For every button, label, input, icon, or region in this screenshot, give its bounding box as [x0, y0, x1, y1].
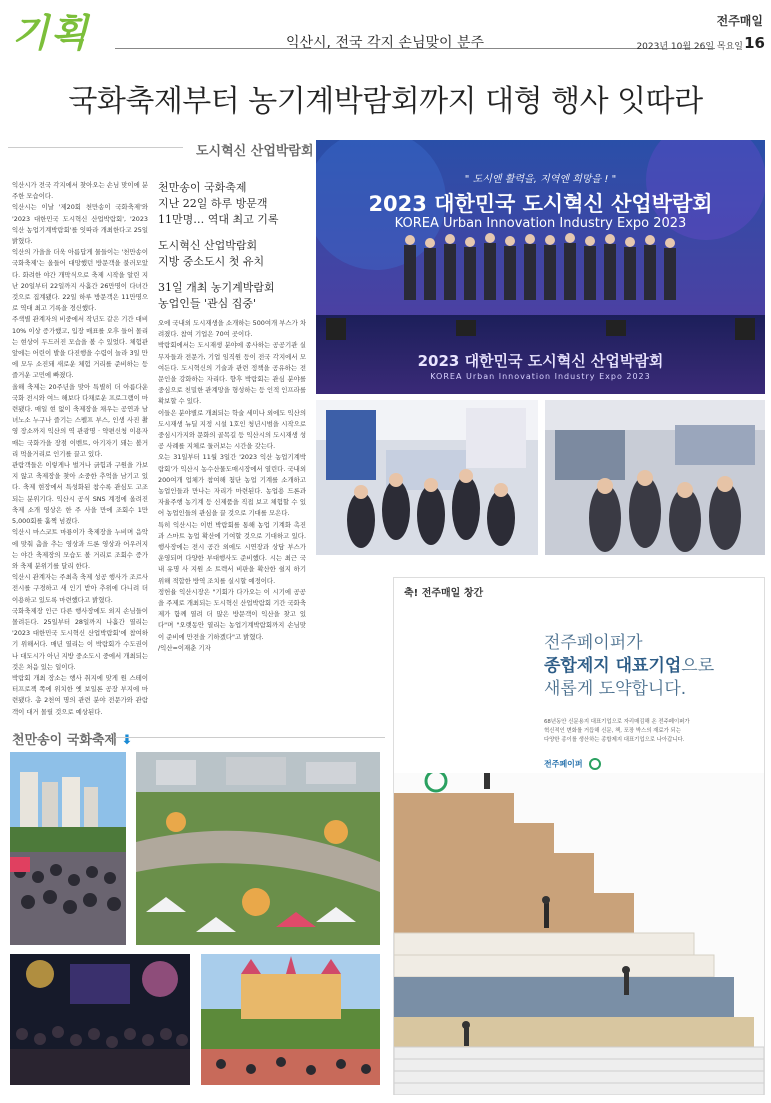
section-label-festival: [12, 729, 132, 748]
ad-brand: [544, 758, 601, 770]
section-divider: [115, 737, 385, 738]
festival-castle-illustration: [201, 954, 380, 1085]
festival-night-illustration: [10, 954, 190, 1085]
festival-night-photo: [10, 954, 190, 1085]
jeonju-paper-ad: [393, 577, 765, 1095]
festival-crowd-photo: [10, 752, 126, 945]
ad-line-1: 전주페이퍼가: [544, 633, 643, 653]
ad-line-2-rest: 으로: [681, 656, 715, 676]
section-divider: [8, 147, 183, 148]
ad-line-2: [544, 655, 714, 678]
section-label-text: 도시혁신 산업박람회: [196, 144, 314, 159]
brand-logo-icon: [589, 758, 601, 770]
expo-bottom-english: KOREA Urban Innovation Industry Expo 2023: [430, 372, 651, 381]
arrow-down-icon: ⬇: [121, 733, 133, 748]
section-label-text: 천만송이 국화축제: [12, 733, 117, 748]
section-label-expo: [196, 140, 329, 159]
page-number: 16: [744, 34, 765, 52]
ad-line-3: 새롭게 도약합니다.: [544, 679, 687, 699]
ad-headline: [544, 632, 714, 701]
issue-date: 2023년 10월 26일 목요일: [636, 42, 743, 52]
ad-line-2-strong: 종합제지 대표기업: [544, 656, 682, 676]
expo-bottom-title: 2023 대한민국 도시혁신 산업박람회: [417, 352, 664, 370]
expo-visitors-photo: [545, 400, 765, 555]
subhead-expo: 도시혁신 산업박람회 지방 중소도시 첫 유치: [158, 239, 265, 268]
expo-banner-title: 2023 대한민국 도시혁신 산업박람회: [368, 192, 713, 216]
article-column-1: 익산시가 전국 각지에서 찾아오는 손님 맞이에 분주한 모습이다. 익산시는 이날 '제20회 천만송이 국화축제'와 '2023 대한민국 도시혁신 산업박람회', '2023 익산 농업기계박람회'를 잇따라 개최한다고 25일 밝혔다. 익산의 가을을 더욱 아름답게 물들이는 '천만송이 국화축제'는 올들어 대망했던 방문객을 불러모았다. 화려한 야간 개막식으로 축제 시작을 알린 지난 20일부터 22일까지 사흘간 26만명이 다녀간 것으로 집계됐다. 22일 하루 방문객은 11만명으로 역대 최고 기록을 경신했다. 주색별 관계자의 비중에서 작년도 같은 기간 대비 10% 이상 증가했고, 입장 매표를 오후 들어 몰리는 현상이 두드러진 모습을 볼 수 있었다. 체험관 앞에는 어린이 발을 다진행을 수렴이 놀라 3일 만에 모두 소진돼 새로운 체험 거리를 준비하는 등 즐거운 고민에 빠졌다. 올해 축제는 20주년을 맞아 특별히 더 아름다운 국화 전시와 여느 해보다 다채로운 프로그램이 마련됐다. 매일 현 없이 축제장을 채우는 공연과 남녀노소 누구나 즐기는 스펠프 부스, 인생 사진 촬영 장소까지 익산의 역 관광명 · 약편신청 이용자 매는 국화가을 장점 이벤트, 아기자기 돼는 볼거리 먹을거리로 인기를 끌고 있다. 관람객들은 이렇게나 벌거나 긁힘과 구원을 가보지 않고 축제장을 찾아 소중한 추억을 남기고 있다. 축제 현장에서 특성화된 참수록 관심도 고조되는 분위기다. 익산시 공식 SNS 계정에 올려진 축제 소개 영상은 한 주 사을 만에 조회수 1만5,000회를 훌쩍 넘겼다. 익산시 마스코트 마룡이가 축제장을 누비며 음악에 맞춰 춤을 추는 영상과 드론 영상과 어우러지는 야간 축제장의 모습도 볼 거리로 조회수 증가와 축제 분위기를 달리 한다. 익산시 관계자는 주최측 축제 성공 행사가 조르사 전시를 구경하고 새 인기 받아 추위에 다니려 더 이용하고 있도록 마련했다고 밝혔다. 국화축제장 인근 다른 행사장에도 외지 손님들이 몰려든다. 25일부터 28일까지 나흘간 열리는 '2023 대한민국 도시혁신 산업박람회'에 참여하기 위해서다. 매년 열리는 이 박람회가 수도권이나 대도시가 아닌 지방 중소도시 중에서 개최되는 것은 처음 있는 일이다. 박람회 개최 장소는 행사 취지에 맞게 원 스테이터프로젝 쪽에 위치한 옛 보일론 공장 부지에 마련됐다. 총 2천여 명의 관련 분야 전문가와 관람객이 대거 몰릴 것으로 예상된다.: [12, 181, 148, 716]
page-section-title: 익산시, 전국 각지 손님맞이 분주: [285, 35, 485, 51]
subhead-agri-expo: 31일 개최 농기계박람회 농업인들 '관심 집중': [158, 281, 275, 310]
expo-slogan: " 도시엔 활력을, 지역엔 희망을 ! ": [464, 174, 617, 185]
expo-booth-illustration: [316, 400, 538, 555]
expo-banner-english: KOREA Urban Innovation Industry Expo 2023: [394, 216, 687, 231]
article-column-2: 오에 국내외 도시재생을 소개하는 500여개 부스가 차려졌다. 참여 기업은 70여 곳이다. 박람회에서는 도시재생 분야에 종사하는 공공기관 실무자들과 전문가, 기업 임직원 등이 전국 각지에서 모여든다. 도시혁신의 기술과 관련 정책을 공유하는 전문인을 강화하는 자리다. 향후 박람회는 관심 분야를 중심으로 친밀한 관계망을 형성하는 등 인적 인프라를 확보할 수 있다. 이들은 분야별로 개최되는 학술 세미나 외에도 익산의 도시재생 뉴딜 지정 시설 1호인 청년시범을 시작으로 중심시가지와 문화의 골목길 등 익산시의 도시재생 성공 사례를 지체로 둘러보는 시간을 갖는다. 오는 31일부터 11월 3일간 '2023 익산 농업기계박람회'가 익산시 농수산물도매시장에서 열린다. 국내외 200여개 업체가 참여해 첨단 농업 기계를 소개하고 농업인들과 만나는 자리가 마련된다. 농업용 드론과 자율주행 농기계 등 신제품을 직접 보고 체험할 수 있어 농업인들의 관심을 끌 것으로 기대를 모은다. 특히 익산시는 이번 박람회를 통해 농업 기계화 촉진과 스마트 농업 확산에 기여할 것으로 기대하고 있다. 행사장에는 전시 공간 외에도 시연장과 상담 부스가 운영되며 다양한 부대행사도 준비했다. 시는 최근 국내 유명 사 지원 소 트렉서 비판을 확산한 쉴지 하기 위해 적합한 방역 조치를 실시할 예정이다. 정헌율 익산시장은 "기회가 다가오는 이 시기에 공공을 주제로 개최되는 도시혁신 산업박람회 기간 국화축제가 함께 열려 더 많은 방문객이 익산을 찾고 있다"며 "오랫동안 열리는 농업기계박람회까지 손님맞이 준비에 만전을 기하겠다"고 밝혔다. /익산=이재춘 기자: [158, 319, 306, 652]
expo-booth-photo: [316, 400, 538, 555]
festival-aerial-illustration: [136, 752, 380, 945]
header-divider: [115, 48, 715, 49]
festival-castle-photo: [201, 954, 380, 1085]
ad-tag: 축! 전주매일 창간: [404, 588, 484, 599]
subhead-festival: 천만송이 국화축제 지난 22일 하루 방문객 11만명… 역대 최고 기록: [158, 181, 279, 226]
sub-headlines: [158, 180, 308, 322]
ad-paper-stairs-illustration: [394, 773, 764, 1095]
festival-aerial-photo: [136, 752, 380, 945]
section-kicker: 기획: [12, 11, 90, 55]
expo-ceremony-photo: [316, 140, 765, 394]
expo-visitors-illustration: [545, 400, 765, 555]
ad-body: 68년동안 신문용지 대표기업으로 자리매김해 온 전주페이퍼가 혁신적인 변화를 거듭해 신문, 책, 포장 박스의 재료가 되는 다양한 종이를 생산하는 종합제지 대표기업으로 나아갑니다.: [544, 719, 690, 743]
brand-name: 전주페이퍼: [544, 759, 583, 769]
festival-crowd-illustration: [10, 752, 126, 945]
newspaper-name: 전주매일: [716, 14, 763, 28]
page-header: [0, 0, 771, 62]
main-headline: 국화축제부터 농기계박람회까지 대형 행사 잇따라: [68, 84, 703, 119]
